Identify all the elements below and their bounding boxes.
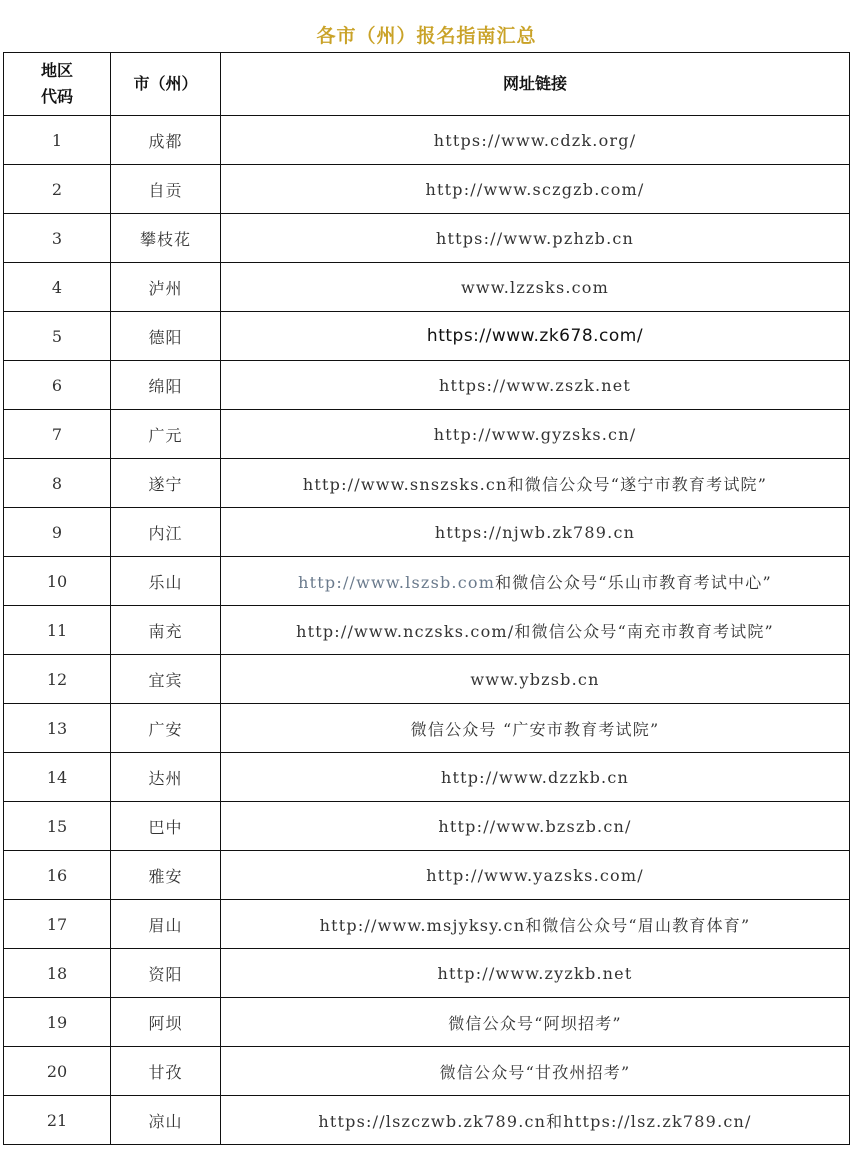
- city-cell: 甘孜: [111, 1047, 221, 1096]
- url-cell: 微信公众号“甘孜州招考”: [221, 1047, 850, 1096]
- city-cell: 遂宁: [111, 459, 221, 508]
- city-cell: 资阳: [111, 949, 221, 998]
- table-row: [4, 1047, 850, 1096]
- header-region-code-line2: 代码: [40, 87, 73, 106]
- url-cell: http://www.bzszb.cn/: [221, 802, 850, 851]
- table-row: [4, 263, 850, 312]
- city-cell: 德阳: [111, 312, 221, 361]
- table-row: [4, 459, 850, 508]
- table-row: [4, 410, 850, 459]
- table-row: [4, 606, 850, 655]
- region-code-cell: 2: [4, 165, 111, 214]
- table-row: [4, 802, 850, 851]
- region-code-cell: 13: [4, 704, 111, 753]
- region-code-cell: 11: [4, 606, 111, 655]
- city-cell: 泸州: [111, 263, 221, 312]
- city-cell: 绵阳: [111, 361, 221, 410]
- region-code-cell: 15: [4, 802, 111, 851]
- url-cell: http://www.nczsks.com/和微信公众号“南充市教育考试院”: [221, 606, 850, 655]
- table-row: [4, 361, 850, 410]
- city-cell: 凉山: [111, 1096, 221, 1145]
- url-note: 和微信公众号“乐山市教育考试中心”: [495, 572, 772, 592]
- url-cell: 微信公众号“阿坝招考”: [221, 998, 850, 1047]
- city-cell: 乐山: [111, 557, 221, 606]
- city-cell: 内江: [111, 508, 221, 557]
- region-code-cell: 20: [4, 1047, 111, 1096]
- url-cell: http://www.zyzkb.net: [221, 949, 850, 998]
- city-cell: 广元: [111, 410, 221, 459]
- url-cell: www.lzzsks.com: [221, 263, 850, 312]
- region-code-cell: 17: [4, 900, 111, 949]
- region-code-cell: 4: [4, 263, 111, 312]
- region-code-cell: 1: [4, 116, 111, 165]
- table-header-row: [4, 53, 850, 116]
- url-cell: https://www.zk678.com/: [221, 312, 850, 361]
- city-cell: 巴中: [111, 802, 221, 851]
- header-region-code-line1: 地区: [40, 61, 73, 80]
- url-cell: http://www.dzzkb.cn: [221, 753, 850, 802]
- url-cell: 微信公众号 “广安市教育考试院”: [221, 704, 850, 753]
- region-code-cell: 21: [4, 1096, 111, 1145]
- region-code-cell: 8: [4, 459, 111, 508]
- region-code-cell: 18: [4, 949, 111, 998]
- city-cell: 雅安: [111, 851, 221, 900]
- registration-guide-table: [3, 52, 850, 1145]
- table-row: [4, 851, 850, 900]
- url-cell: http://www.msjyksy.cn和微信公众号“眉山教育体育”: [221, 900, 850, 949]
- table-row: [4, 214, 850, 263]
- header-city: 市（州）: [111, 53, 221, 116]
- table-row: [4, 165, 850, 214]
- region-code-cell: 14: [4, 753, 111, 802]
- url-cell: https://lszczwb.zk789.cn和https://lsz.zk789.cn/: [221, 1096, 850, 1145]
- url-cell: https://www.zszk.net: [221, 361, 850, 410]
- url-cell: www.ybzsb.cn: [221, 655, 850, 704]
- table-row: [4, 1096, 850, 1145]
- region-code-cell: 19: [4, 998, 111, 1047]
- header-region-code: [4, 53, 111, 116]
- url-cell: https://njwb.zk789.cn: [221, 508, 850, 557]
- region-code-cell: 16: [4, 851, 111, 900]
- city-cell: 阿坝: [111, 998, 221, 1047]
- region-code-cell: 9: [4, 508, 111, 557]
- url-cell: https://www.cdzk.org/: [221, 116, 850, 165]
- url-cell: http://www.yazsks.com/: [221, 851, 850, 900]
- region-code-cell: 7: [4, 410, 111, 459]
- table-row: [4, 753, 850, 802]
- table-row: [4, 312, 850, 361]
- region-code-cell: 3: [4, 214, 111, 263]
- table-row: [4, 704, 850, 753]
- city-cell: 成都: [111, 116, 221, 165]
- page-title: 各市（州）报名指南汇总: [316, 25, 537, 47]
- city-cell: 自贡: [111, 165, 221, 214]
- url-cell: http://www.snszsks.cn和微信公众号“遂宁市教育考试院”: [221, 459, 850, 508]
- city-cell: 广安: [111, 704, 221, 753]
- url-cell: [221, 557, 850, 606]
- city-cell: 眉山: [111, 900, 221, 949]
- table-row: [4, 116, 850, 165]
- table-row: [4, 949, 850, 998]
- url-cell: http://www.sczgzb.com/: [221, 165, 850, 214]
- city-cell: 南充: [111, 606, 221, 655]
- header-url: 网址链接: [221, 53, 850, 116]
- table-row: [4, 998, 850, 1047]
- table-row: [4, 557, 850, 606]
- region-code-cell: 6: [4, 361, 111, 410]
- url-cell: https://www.pzhzb.cn: [221, 214, 850, 263]
- table-row: [4, 655, 850, 704]
- region-code-cell: 12: [4, 655, 111, 704]
- url-cell: http://www.gyzsks.cn/: [221, 410, 850, 459]
- city-cell: 达州: [111, 753, 221, 802]
- table-row: [4, 900, 850, 949]
- region-code-cell: 5: [4, 312, 111, 361]
- region-code-cell: 10: [4, 557, 111, 606]
- city-cell: 宜宾: [111, 655, 221, 704]
- table-row: [4, 508, 850, 557]
- url-link[interactable]: http://www.lszsb.com: [298, 572, 496, 592]
- city-cell: 攀枝花: [111, 214, 221, 263]
